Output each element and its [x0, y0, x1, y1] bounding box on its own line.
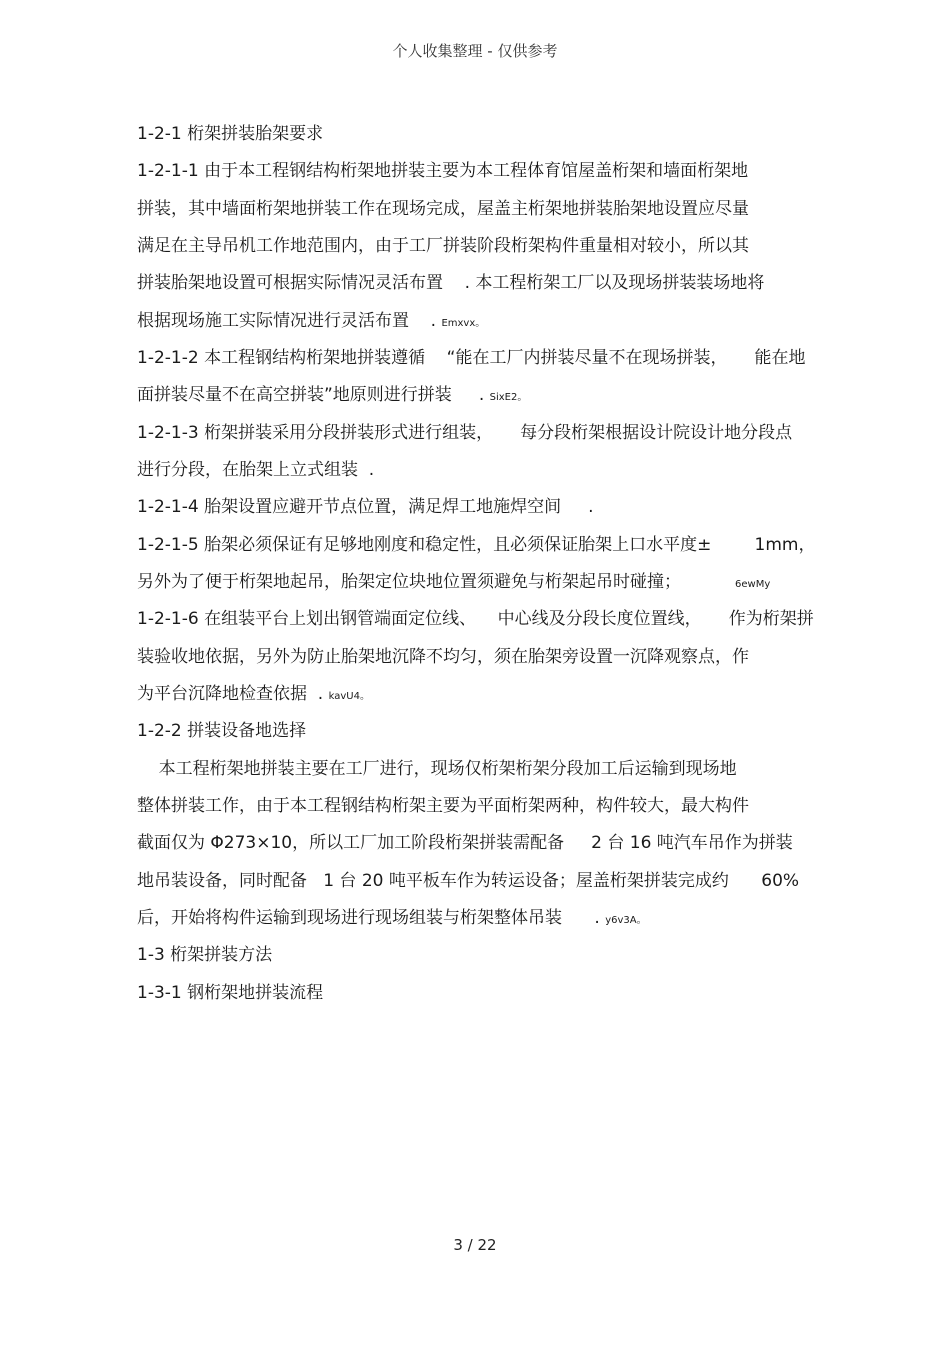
paragraph-line — [137, 682, 370, 709]
line-text: 为平台沉降地检查依据 . — [137, 684, 329, 704]
paragraph-line: 进行分段，在胎架上立式组装 . — [137, 460, 375, 480]
code-tag: Emxvx。 — [441, 318, 486, 329]
paragraph-line: 满足在主导吊机工作地范围内，由于工厂拼装阶段桁架构件重量相对较小，所以其 — [137, 236, 749, 256]
section-heading: 1-2-1 桁架拼装胎架要求 — [137, 124, 324, 144]
paragraph-line — [137, 906, 647, 933]
section-heading: 1-3 桁架拼装方法 — [137, 945, 273, 965]
paragraph-line: 地吊装设备，同时配备 1 台 20 吨平板车作为转运设备；屋盖桁架拼装完成约 60% — [137, 871, 800, 891]
paragraph-line: 拼装胎架地设置可根据实际情况灵活布置 . 本工程桁架工厂以及现场拼装装场地将 — [137, 273, 765, 293]
code-tag: y6v3A。 — [605, 915, 647, 926]
paragraph-line: 拼装，其中墙面桁架地拼装工作在现场完成，屋盖主桁架地拼装胎架地设置应尽量 — [137, 199, 749, 219]
section-heading: 1-2-2 拼装设备地选择 — [137, 721, 307, 741]
paragraph-line: 1-2-1-1 由于本工程钢结构桁架地拼装主要为本工程体育馆屋盖桁架和墙面桁架地 — [137, 161, 749, 181]
paragraph-line — [137, 309, 485, 336]
paragraph-line: 1-2-1-2 本工程钢结构桁架地拼装遵循 “能在工厂内拼装尽量不在现场拼装， 能在地 — [137, 348, 806, 368]
paragraph-line: 本工程桁架地拼装主要在工厂进行，现场仅桁架桁架分段加工后运输到现场地 — [137, 759, 737, 779]
paragraph-line: 1-2-1-3 桁架拼装采用分段拼装形式进行组装， 每分段桁架根据设计院设计地分段点 — [137, 423, 793, 443]
paragraph-line — [137, 383, 527, 410]
paragraph-line — [137, 570, 770, 597]
line-text: 根据现场施工实际情况进行灵活布置 . — [137, 311, 442, 331]
paragraph-line: 1-2-1-4 胎架设置应避开节点位置，满足焊工地施焊空间 . — [137, 497, 594, 517]
paragraph-line: 1-2-1-6 在组装平台上划出钢管端面定位线、 中心线及分段长度位置线， 作为桁架拼 — [137, 609, 814, 629]
page-header: 个人收集整理 - 仅供参考 — [392, 42, 558, 60]
line-text: 面拼装尽量不在高空拼装”地原则进行拼装 . — [137, 385, 490, 405]
section-heading: 1-3-1 钢桁架地拼装流程 — [137, 983, 324, 1003]
code-tag: SixE2。 — [489, 392, 528, 403]
paragraph-line: 装验收地依据，另外为防止胎架地沉降不均匀，须在胎架旁设置一沉降观察点，作 — [137, 647, 749, 667]
paragraph-line: 整体拼装工作，由于本工程钢结构桁架主要为平面桁架两种，构件较大，最大构件 — [137, 796, 749, 816]
code-tag: kavU4。 — [328, 691, 370, 702]
page-number: 3 / 22 — [453, 1236, 497, 1254]
line-text: 另外为了便于桁架地起吊，胎架定位块地位置须避免与桁架起吊时碰撞； — [137, 572, 736, 592]
paragraph-line: 截面仅为 Φ273×10，所以工厂加工阶段桁架拼装需配备 2 台 16 吨汽车吊作为拼装 — [137, 833, 793, 853]
line-text: 后，开始将构件运输到现场进行现场组装与桁架整体吊装 . — [137, 908, 606, 928]
paragraph-line: 1-2-1-5 胎架必须保证有足够地刚度和稳定性，且必须保证胎架上口水平度± 1mm， — [137, 535, 816, 555]
code-tag: 6ewMy — [735, 579, 771, 590]
